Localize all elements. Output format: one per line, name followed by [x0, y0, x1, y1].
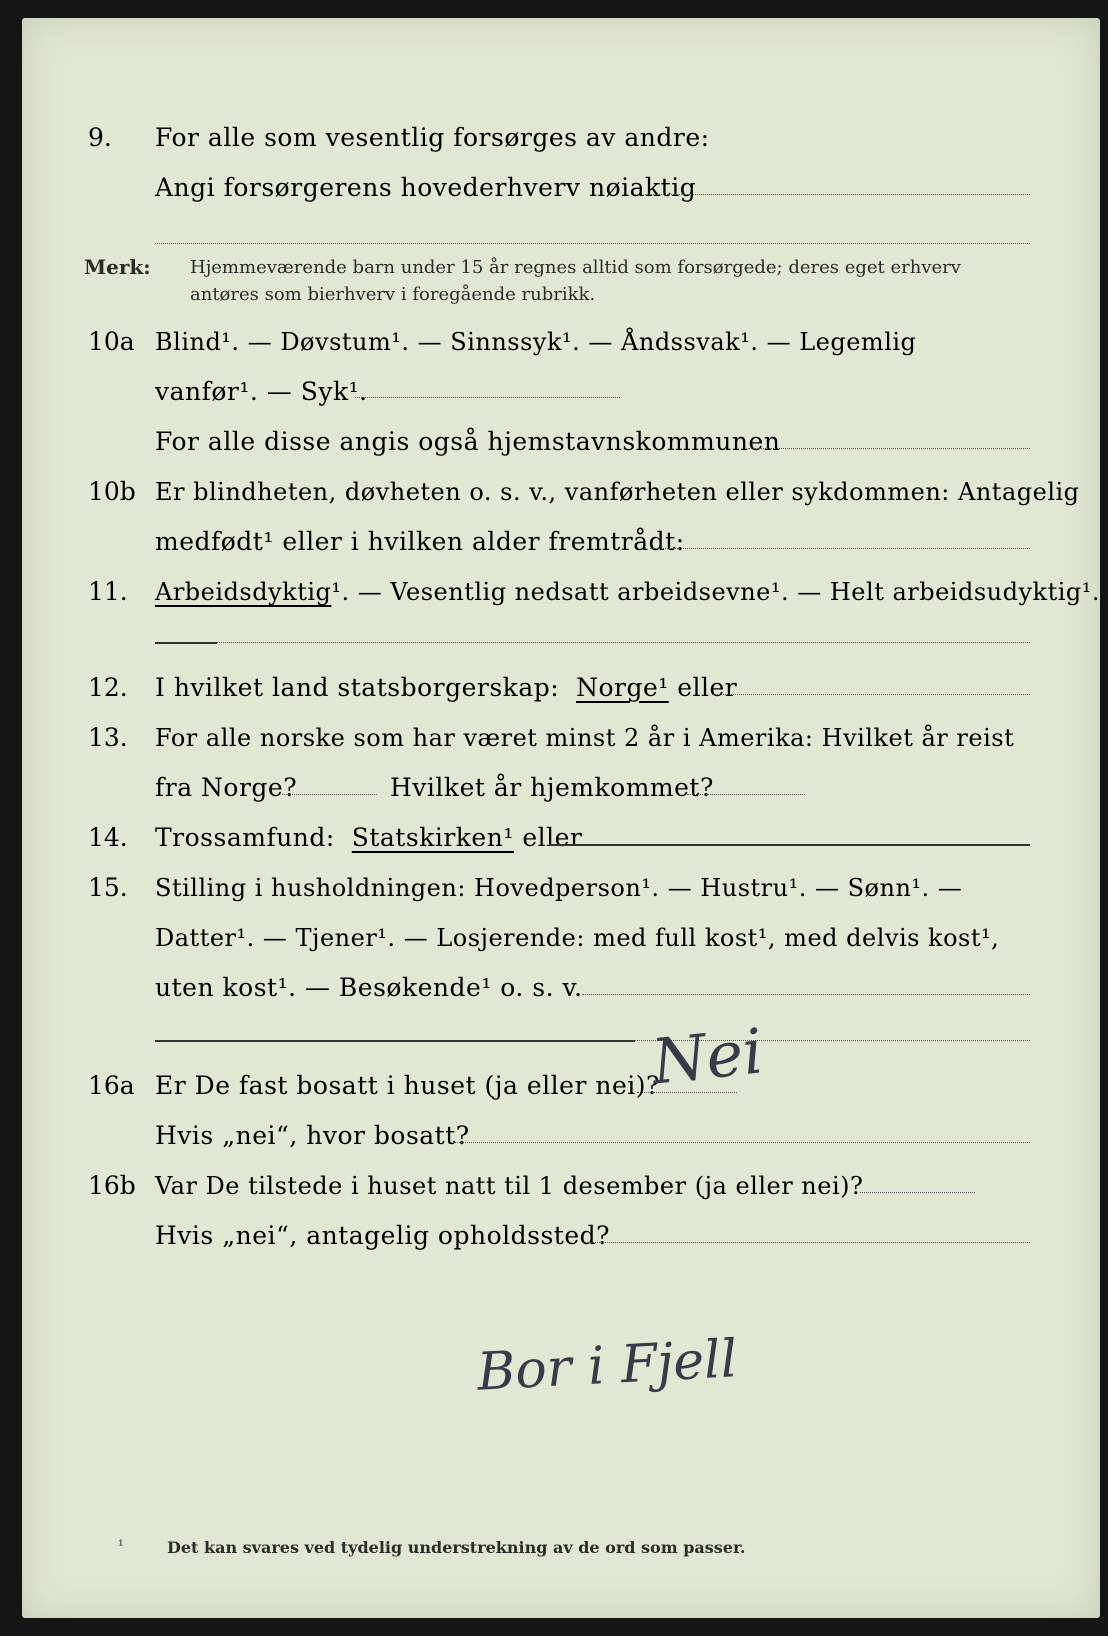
q12-pre: I hvilket land statsborgerskap:: [155, 673, 560, 702]
q15-line1: Stilling i husholdningen: Hovedperson¹. — Hustru¹. — Sønn¹. —: [155, 874, 963, 902]
q12-post: eller: [677, 673, 738, 702]
q13-reist-field[interactable]: [282, 794, 377, 795]
q10a-syk-field[interactable]: [355, 397, 620, 398]
q14-post: eller: [522, 823, 583, 852]
q16b-number: 16b: [88, 1171, 136, 1200]
footnote-number: ¹: [118, 1538, 124, 1554]
q10a-line2: vanfør¹. — Syk¹.: [155, 377, 368, 406]
q15-extra-solid: [155, 1040, 635, 1042]
q11-number: 11.: [88, 577, 128, 606]
q12-number: 12.: [88, 673, 128, 702]
q15-line2: Datter¹. — Tjener¹. — Losjerende: med full kost¹, med delvis kost¹,: [155, 924, 1000, 952]
q11-line: [155, 572, 1100, 612]
footnote-text: Det kan svares ved tydelig understrekning av de ord som passer.: [167, 1538, 746, 1557]
q12-option-norge[interactable]: Norge¹: [576, 673, 669, 702]
q9-extra-line[interactable]: [155, 243, 1030, 244]
q10b-answer-field[interactable]: [650, 548, 1030, 549]
q9-line2: Angi forsørgerens hovederhverv nøiaktig: [155, 173, 697, 202]
q9-number: 9.: [88, 123, 112, 152]
q9-line1: For alle som vesentlig forsørges av andre:: [155, 123, 710, 152]
q10a-number: 10a: [88, 327, 135, 356]
merk-line1: Hjemmeværende barn under 15 år regnes alltid som forsørgede; deres eget erhverv: [190, 257, 961, 278]
census-form-page: [22, 18, 1100, 1618]
q14-line: [155, 818, 582, 858]
merk-line2: antøres som bierhverv i foregående rubrikk.: [190, 284, 596, 305]
q10b-line1: Er blindheten, døvheten o. s. v., vanførheten eller sykdommen: Antagelig: [155, 478, 1080, 506]
q13-hjemkommet-field[interactable]: [687, 794, 805, 795]
q11-option-arbeidsdyktig[interactable]: Arbeidsdyktig: [155, 578, 332, 606]
q14-pre: Trossamfund:: [155, 823, 335, 852]
q14-number: 14.: [88, 823, 128, 852]
q10a-line1: Blind¹. — Døvstum¹. — Sinnssyk¹. — Åndssvak¹. — Legemlig: [155, 328, 917, 356]
q9-answer-field[interactable]: [645, 194, 1030, 195]
q13-line2a: fra Norge?: [155, 773, 298, 802]
q14-answer-field[interactable]: [549, 844, 1030, 846]
q12-line: [155, 668, 737, 708]
merk-label: Merk:: [84, 255, 151, 279]
q11-rest: ¹. — Vesentlig nedsatt arbeidsevne¹. — Helt arbeidsudyktig¹.: [331, 578, 1101, 606]
q10a-hjemstavn-field[interactable]: [748, 448, 1030, 449]
q10b-line2: medfødt¹ eller i hvilken alder fremtrådt:: [155, 527, 685, 556]
q11-short-mark: [155, 642, 217, 644]
q15-line3: uten kost¹. — Besøkende¹ o. s. v.: [155, 973, 583, 1002]
q10a-line3: For alle disse angis også hjemstavnskommunen: [155, 427, 781, 456]
q13-line1: For alle norske som har været minst 2 år i Amerika: Hvilket år reist: [155, 724, 1015, 752]
q16a-bosatt-field[interactable]: [450, 1142, 1030, 1143]
q16b-answer-field[interactable]: [860, 1192, 975, 1193]
q13-line2b: Hvilket år hjemkommet?: [390, 773, 714, 802]
q16b-line2: Hvis „nei“, antagelig opholdssted?: [155, 1221, 611, 1250]
handwritten-note: Bor i Fjell: [475, 1329, 739, 1403]
q14-option-statskirken[interactable]: Statskirken¹: [351, 823, 514, 852]
q13-number: 13.: [88, 723, 128, 752]
q11-extra-line[interactable]: [217, 642, 1030, 643]
q16b-line1: Var De tilstede i huset natt til 1 desember (ja eller nei)?: [155, 1172, 864, 1200]
q16a-line1: Er De fast bosatt i huset (ja eller nei)?: [155, 1071, 660, 1100]
q12-answer-field[interactable]: [712, 694, 1030, 695]
q16a-number: 16a: [88, 1071, 135, 1100]
q16b-opholdssted-field[interactable]: [582, 1242, 1030, 1243]
q16a-handwritten-answer: Nei: [648, 1014, 767, 1099]
q15-answer-field[interactable]: [582, 994, 1030, 995]
q16a-line2: Hvis „nei“, hvor bosatt?: [155, 1121, 470, 1150]
q10b-number: 10b: [88, 477, 136, 506]
q15-number: 15.: [88, 873, 128, 902]
